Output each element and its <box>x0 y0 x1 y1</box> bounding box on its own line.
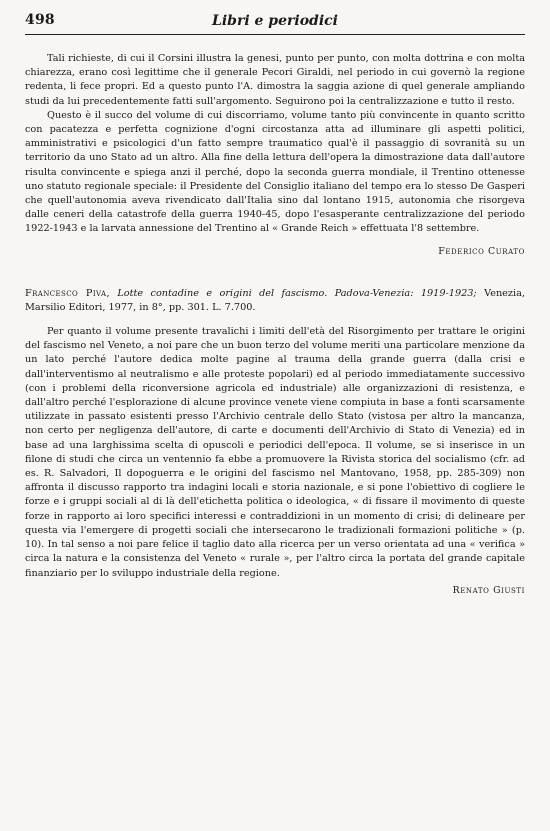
paragraph: Per quanto il volume presente travalichi i limiti dell'età del Risorgimento per trattare le origini del fascismo nel Veneto, a noi pare che un buon terzo del volume meriti una particolare menzione da un lato perché l'autore dedica molte pagine al trauma della grande guerra (dalla crisi e dall'interventismo al neutralismo e alle proteste popolari) ed al periodo immediatamente successivo (con i problemi della riconversione agricola ed industriale) alle organizzazioni di resistenza, e dall'altro perché l'esplorazione di alcune province venete viene compiuta in base a fonti scarsamente utilizzate in passato esistenti presso l'Archivio centrale dello Stato (vistosa per altro la mancanza, non certo per negligenza dell'autore, di carte e documenti dell'Archivio di Stato di Venezia) ed in base ad una larghissima scelta di opuscoli e periodici dell'epoca. Il volume, se si inserisce in un filone di studi che circa un ventennio fa ebbe a promuovere la Rivista storica del socialismo (cfr. ad es. R. Salvadori, Il dopoguerra e le origini del fascismo nel Mantovano, 1958, pp. 285-309) non affronta il discusso rapporto tra indagini locali e storia nazionale, e si pone l'obiettivo di cogliere le forze e i gruppi sociali al di là dell'etichetta politica o ideologica, « di fissare il movimento di queste forze in rapporto ai loro specifici interessi e contraddizioni in un momento di crisi; di delineare per questa via l'emergere di progetti sociali che intersecarono le tradizionali formazioni politiche » (p. 10). In tal senso a noi pare felice il taglio dato alla ricerca per un verso orientata ad una « verifica » circa la natura e la consistenza del Veneto « rurale », per l'altro circa la portata del grande capitale finanziario per lo sviluppo industriale della regione. <box>25 326 525 579</box>
review-citation <box>25 287 525 315</box>
paragraph: Questo è il succo del volume di cui discorriamo, volume tanto più convincente in quanto scritto con pacatezza e perfetta cognizione d'ogni circostanza atta ad illuminare gli aspetti politici, amministrativi e psicologici d'un fatto sempre traumatico qual'è il passaggio di sovranità su un territorio da uno Stato ad un altro. Alla fine della lettura dell'opera la dimostrazione data dall'autore risulta convincente e spiega anzi il perché, dopo la seconda guerra mondiale, il Trentino ottenesse uno statuto regionale speciale: il Presidente del Consiglio italiano del tempo era lo stesso De Gasperi che quell'autonomia aveva rivendicato dall'Italia sino dal lontano 1915, autonomia che risorgeva dalle ceneri della catastrofe della guerra 1940-45, dopo l'esasperante centralizzazione del periodo 1922-1943 e la larvata annessione del Trentino al « Grande Reich » effettuata l'8 settembre. <box>25 109 525 235</box>
previous-review-continuation <box>25 52 525 237</box>
review-body <box>25 325 525 581</box>
book-page <box>25 12 525 596</box>
running-title: Libri e periodici <box>212 13 338 29</box>
review-book-title: Lotte contadine e origini del fascismo. Padova-Venezia: 1919-1923; <box>117 287 477 299</box>
review-signature: Renato Giusti <box>452 584 525 596</box>
review-book-publication: Venezia, Marsilio Editori, 1977, in 8°, pp. 301. L. 7.700. <box>25 287 525 313</box>
page-header <box>25 12 525 35</box>
review-book-author: Francesco Piva, <box>25 287 110 299</box>
page-number: 498 <box>25 12 55 28</box>
paragraph: Tali richieste, di cui il Corsini illustra la genesi, punto per punto, con molta dottrina e con molta chiarezza, erano così legittime che il generale Pecori Giraldi, nel periodo in cui governò la regione redenta, li fece propri. Ed a questo punto l'A. dimostra la saggia azione di quel generale ampliando studi da lui precedentemente fatti sull'argomento. Seguirono poi la centralizzazione e tutto il resto. <box>25 53 525 107</box>
review-signature: Federico Curato <box>438 245 525 257</box>
